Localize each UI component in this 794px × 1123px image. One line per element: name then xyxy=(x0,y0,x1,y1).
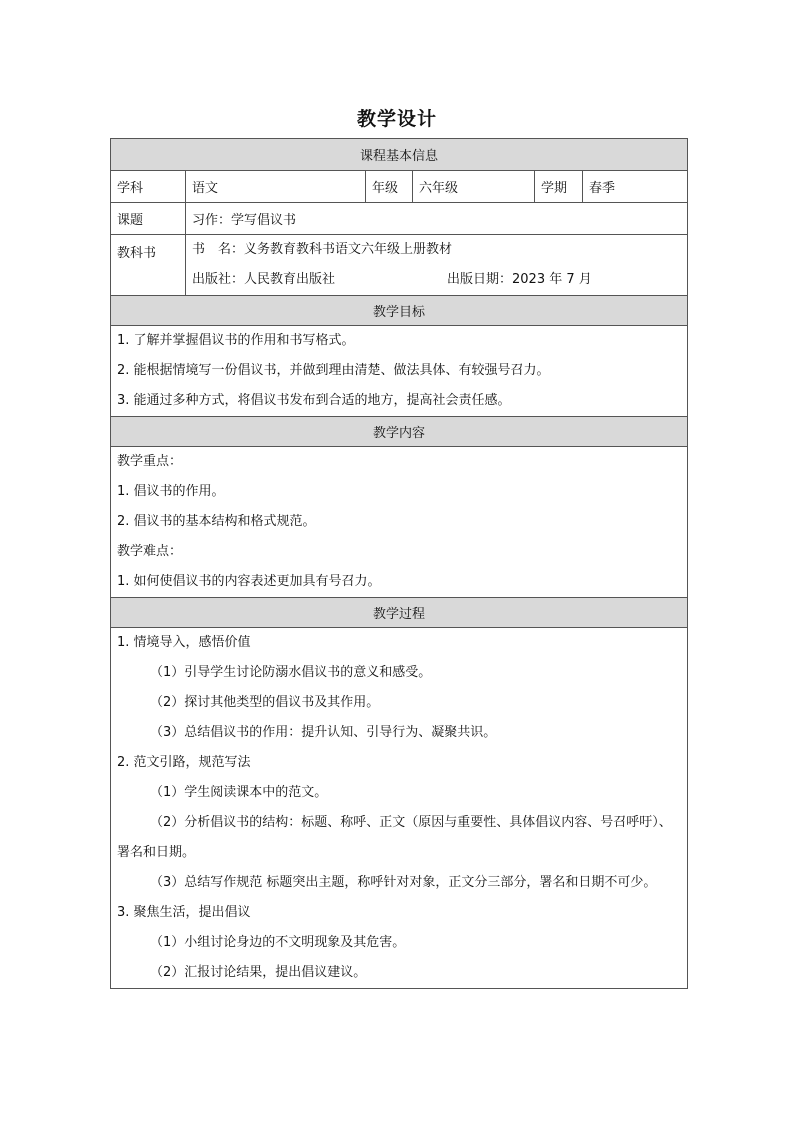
process-step-item: （1）学生阅读课本中的范文。 xyxy=(150,785,328,800)
process-row xyxy=(111,628,688,989)
content-body xyxy=(111,447,688,598)
difficulty-item: 1. 如何使倡议书的内容表述更加具有号召力。 xyxy=(117,574,381,589)
grade-value: 六年级 xyxy=(413,171,535,203)
publish-date: 出版日期：2023 年 7 月 xyxy=(447,272,592,287)
textbook-info xyxy=(186,235,688,296)
key-points-label: 教学重点： xyxy=(117,454,183,469)
basic-info-header: 课程基本信息 xyxy=(111,139,688,171)
process-step-item: （2）探讨其他类型的倡议书及其作用。 xyxy=(150,695,380,710)
process-step-item: （3）总结写作规范 标题突出主题，称呼针对对象，正文分三部分，署名和日期不可少。 xyxy=(150,875,657,890)
term-label: 学期 xyxy=(535,171,583,203)
subject-row xyxy=(111,171,688,203)
content-header-row xyxy=(111,417,688,447)
textbook-label: 教科书 xyxy=(111,235,186,296)
process-step-item: （2）分析倡议书的结构：标题、称呼、正文（原因与重要性、具体倡议内容、号召呼吁）、署名和日期。 xyxy=(117,815,672,860)
content-header: 教学内容 xyxy=(111,417,688,447)
grade-label: 年级 xyxy=(366,171,413,203)
book-name: 书 名：义务教育教科书语文六年级上册教材 xyxy=(192,242,453,257)
key-point-item: 2. 倡议书的基本结构和格式规范。 xyxy=(117,514,316,529)
publisher: 出版社：人民教育出版社 xyxy=(192,272,336,287)
objective-item: 2. 能根据情境写一份倡议书，并做到理由清楚、做法具体、有较强号召力。 xyxy=(117,363,550,378)
key-point-item: 1. 倡议书的作用。 xyxy=(117,484,225,499)
topic-label: 课题 xyxy=(111,203,186,235)
document-title: 教学设计 xyxy=(356,108,437,130)
lesson-plan-table xyxy=(110,138,688,989)
content-row xyxy=(111,447,688,598)
objective-item: 1. 了解并掌握倡议书的作用和书写格式。 xyxy=(117,333,355,348)
process-header-row xyxy=(111,598,688,628)
subject-label: 学科 xyxy=(111,171,186,203)
basic-info-header-row xyxy=(111,139,688,171)
process-step-title: 2. 范文引路，规范写法 xyxy=(117,755,251,770)
topic-row xyxy=(111,203,688,235)
process-step-item: （1）引导学生讨论防溺水倡议书的意义和感受。 xyxy=(150,665,432,680)
term-value: 春季 xyxy=(583,171,688,203)
process-body xyxy=(111,628,688,989)
objectives-row xyxy=(111,326,688,417)
textbook-row xyxy=(111,235,688,296)
process-step-item: （1）小组讨论身边的不文明现象及其危害。 xyxy=(150,935,406,950)
process-step-title: 1. 情境导入，感悟价值 xyxy=(117,635,251,650)
subject-value: 语文 xyxy=(186,171,366,203)
objectives-header: 教学目标 xyxy=(111,296,688,326)
process-step-title: 3. 聚焦生活，提出倡议 xyxy=(117,905,251,920)
process-step-item: （3）总结倡议书的作用：提升认知、引导行为、凝聚共识。 xyxy=(150,725,497,740)
objectives-list xyxy=(111,326,688,417)
objective-item: 3. 能通过多种方式，将倡议书发布到合适的地方，提高社会责任感。 xyxy=(117,393,511,408)
objectives-header-row xyxy=(111,296,688,326)
process-step-item: （2）汇报讨论结果，提出倡议建议。 xyxy=(150,965,367,980)
topic-value: 习作：学写倡议书 xyxy=(186,203,688,235)
process-header: 教学过程 xyxy=(111,598,688,628)
difficulty-label: 教学难点： xyxy=(117,544,183,559)
